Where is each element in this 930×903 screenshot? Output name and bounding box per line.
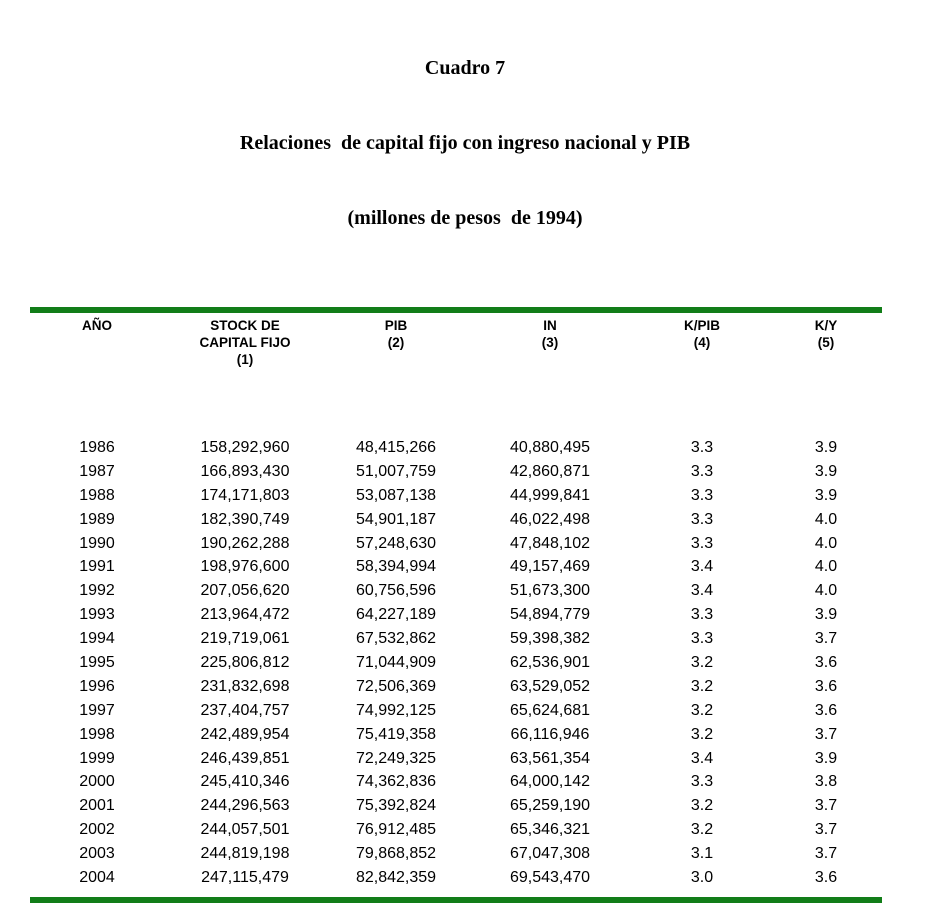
table-row — [30, 866, 882, 890]
column-header-line: (3) — [541, 335, 559, 350]
table-cell-stock: 174,171,803 — [200, 486, 290, 504]
table-cell-k_y: 3.6 — [814, 677, 838, 695]
column-header-line: STOCK DE — [210, 318, 280, 333]
column-header-line: AÑO — [82, 318, 112, 333]
table-cell-in: 51,673,300 — [509, 582, 591, 600]
table-cell-stock: 244,296,563 — [200, 797, 290, 815]
table-cell-pib: 82,842,359 — [355, 869, 437, 887]
table-row — [30, 579, 882, 603]
table-cell-k_y: 3.9 — [814, 486, 838, 504]
table-cell-ano: 1999 — [79, 749, 115, 767]
table-cell-in: 47,848,102 — [509, 534, 591, 552]
table-cell-k_pib: 3.4 — [690, 749, 714, 767]
table-cell-stock: 182,390,749 — [200, 510, 290, 528]
caption-line-2: Relaciones de capital fijo con ingreso nacional y PIB — [239, 132, 691, 154]
table-header-row — [30, 313, 882, 368]
table-row — [30, 842, 882, 866]
table-cell-in: 64,000,142 — [509, 773, 591, 791]
table-cell-in: 65,346,321 — [509, 821, 591, 839]
table-cell-stock: 166,893,430 — [200, 462, 290, 480]
caption-line-3: (millones de pesos de 1994) — [347, 207, 583, 229]
table-cell-k_y: 3.7 — [814, 725, 838, 743]
table-row — [30, 508, 882, 532]
table-cell-ano: 1993 — [79, 606, 115, 624]
table-row — [30, 555, 882, 579]
table-cell-k_pib: 3.1 — [690, 845, 714, 863]
table-row — [30, 675, 882, 699]
table-cell-ano: 1992 — [79, 582, 115, 600]
table-cell-k_pib: 3.2 — [690, 821, 714, 839]
header-body-gap — [30, 368, 882, 436]
table-cell-pib: 74,992,125 — [355, 701, 437, 719]
table-cell-k_pib: 3.3 — [690, 439, 714, 456]
table-cell-k_y: 3.7 — [814, 845, 838, 863]
table-cell-ano: 2003 — [79, 845, 115, 863]
table-row — [30, 770, 882, 794]
table-cell-pib: 72,506,369 — [355, 677, 437, 695]
table-cell-k_y: 3.9 — [814, 749, 838, 767]
table-cell-in: 40,880,495 — [509, 439, 591, 456]
table-cell-pib: 74,362,836 — [355, 773, 437, 791]
table-cell-in: 65,624,681 — [509, 701, 591, 719]
table-cell-ano: 1996 — [79, 677, 115, 695]
table-cell-stock: 245,410,346 — [200, 773, 290, 791]
table-cell-stock: 207,056,620 — [200, 582, 290, 600]
table-cell-in: 69,543,470 — [509, 869, 591, 887]
table-row — [30, 794, 882, 818]
table-cell-pib: 76,912,485 — [355, 821, 437, 839]
column-header-line: (2) — [387, 335, 405, 350]
table-cell-stock: 225,806,812 — [200, 654, 290, 672]
table-cell-ano: 1994 — [79, 630, 115, 648]
column-header-k_pib — [634, 317, 770, 368]
table-cell-k_y: 3.7 — [814, 821, 838, 839]
table-cell-ano: 1989 — [79, 510, 115, 528]
table-cell-pib: 79,868,852 — [355, 845, 437, 863]
table-cell-ano: 1997 — [79, 701, 115, 719]
table-row — [30, 460, 882, 484]
table-cell-pib: 71,044,909 — [355, 654, 437, 672]
table-row — [30, 532, 882, 556]
table-cell-in: 62,536,901 — [509, 654, 591, 672]
table-cell-in: 63,529,052 — [509, 677, 591, 695]
column-header-line: (5) — [817, 335, 835, 350]
table-cell-ano: 2001 — [79, 797, 115, 815]
table-cell-k_pib: 3.3 — [690, 486, 714, 504]
table-cell-stock: 247,115,479 — [201, 869, 289, 887]
table-cell-k_y: 4.0 — [814, 510, 838, 528]
table-body — [30, 436, 882, 890]
data-table — [30, 307, 882, 903]
column-header-line: PIB — [384, 318, 408, 333]
table-row — [30, 747, 882, 771]
table-cell-k_pib: 3.4 — [690, 582, 714, 600]
table-cell-k_pib: 3.3 — [690, 606, 714, 624]
table-cell-k_y: 4.0 — [814, 558, 838, 576]
table-cell-k_y: 3.9 — [814, 606, 838, 624]
table-cell-stock: 237,404,757 — [200, 701, 290, 719]
table-cell-ano: 2000 — [79, 773, 115, 791]
column-header-pib — [326, 317, 466, 368]
column-header-line: (4) — [693, 335, 711, 350]
table-cell-k_y: 3.7 — [814, 797, 838, 815]
column-header-ano — [30, 317, 164, 368]
column-header-line: (1) — [236, 352, 254, 367]
table-cell-pib: 54,901,187 — [355, 510, 437, 528]
table-cell-ano: 1988 — [79, 486, 115, 504]
table-cell-k_pib: 3.0 — [690, 869, 714, 887]
table-cell-pib: 75,392,824 — [355, 797, 437, 815]
table-row — [30, 723, 882, 747]
column-header-line: CAPITAL FIJO — [199, 335, 291, 350]
table-row — [30, 436, 882, 460]
table-cell-pib: 51,007,759 — [355, 462, 437, 480]
table-cell-in: 66,116,946 — [510, 725, 590, 743]
table-cell-k_pib: 3.2 — [690, 701, 714, 719]
table-row — [30, 484, 882, 508]
table-cell-k_y: 3.8 — [814, 773, 838, 791]
table-cell-k_y: 4.0 — [814, 582, 838, 600]
table-cell-ano: 2002 — [79, 821, 115, 839]
table-cell-stock: 244,057,501 — [200, 821, 290, 839]
table-cell-k_y: 4.0 — [814, 534, 838, 552]
column-header-line: K/Y — [814, 318, 838, 333]
column-header-line: IN — [543, 318, 557, 333]
table-cell-k_y: 3.6 — [814, 654, 838, 672]
table-cell-pib: 57,248,630 — [355, 534, 437, 552]
column-header-stock — [164, 317, 326, 368]
table-bottom-rule — [30, 897, 882, 903]
table-cell-stock: 231,832,698 — [200, 677, 290, 695]
table-row — [30, 818, 882, 842]
table-cell-ano: 1995 — [79, 654, 115, 672]
table-cell-stock: 244,819,198 — [200, 845, 290, 863]
table-row — [30, 603, 882, 627]
table-cell-stock: 246,439,851 — [200, 749, 290, 767]
caption-line-1: Cuadro 7 — [424, 57, 506, 79]
table-cell-k_y: 3.6 — [814, 869, 838, 887]
table-cell-in: 63,561,354 — [509, 749, 591, 767]
table-cell-k_y: 3.9 — [814, 439, 838, 456]
table-cell-k_y: 3.7 — [814, 630, 838, 648]
table-cell-stock: 158,292,960 — [200, 439, 290, 456]
table-cell-ano: 2004 — [79, 869, 115, 887]
table-cell-in: 49,157,469 — [509, 558, 591, 576]
table-cell-in: 59,398,382 — [509, 630, 591, 648]
column-header-in — [466, 317, 634, 368]
table-cell-ano: 1987 — [79, 462, 115, 480]
table-cell-pib: 48,415,266 — [355, 439, 437, 456]
table-row — [30, 699, 882, 723]
table-cell-pib: 53,087,138 — [355, 486, 437, 504]
table-row — [30, 651, 882, 675]
table-cell-in: 44,999,841 — [509, 486, 591, 504]
table-cell-k_pib: 3.3 — [690, 630, 714, 648]
table-cell-stock: 190,262,288 — [200, 534, 290, 552]
table-cell-k_pib: 3.3 — [690, 462, 714, 480]
table-caption — [0, 0, 930, 281]
table-cell-in: 46,022,498 — [509, 510, 591, 528]
table-cell-k_pib: 3.2 — [690, 677, 714, 695]
table-cell-in: 65,259,190 — [509, 797, 591, 815]
table-cell-pib: 75,419,358 — [355, 725, 437, 743]
table-cell-k_pib: 3.2 — [690, 725, 714, 743]
table-cell-ano: 1986 — [79, 439, 115, 456]
table-cell-in: 54,894,779 — [509, 606, 591, 624]
table-cell-ano: 1991 — [79, 558, 115, 576]
table-cell-k_y: 3.6 — [814, 701, 838, 719]
table-cell-k_pib: 3.3 — [690, 773, 714, 791]
table-cell-pib: 58,394,994 — [355, 558, 437, 576]
table-cell-stock: 198,976,600 — [200, 558, 290, 576]
table-cell-stock: 213,964,472 — [200, 606, 290, 624]
table-cell-ano: 1998 — [79, 725, 115, 743]
table-cell-k_pib: 3.3 — [690, 534, 714, 552]
table-cell-ano: 1990 — [79, 534, 115, 552]
table-cell-k_pib: 3.3 — [690, 510, 714, 528]
table-cell-k_y: 3.9 — [814, 462, 838, 480]
column-header-k_y — [770, 317, 882, 368]
table-cell-stock: 219,719,061 — [200, 630, 290, 648]
table-cell-stock: 242,489,954 — [200, 725, 290, 743]
table-cell-k_pib: 3.4 — [690, 558, 714, 576]
table-row — [30, 627, 882, 651]
table-cell-pib: 72,249,325 — [355, 749, 437, 767]
table-cell-k_pib: 3.2 — [690, 797, 714, 815]
table-cell-pib: 67,532,862 — [355, 630, 437, 648]
table-cell-pib: 60,756,596 — [355, 582, 437, 600]
table-cell-in: 67,047,308 — [509, 845, 591, 863]
column-header-line: K/PIB — [683, 318, 720, 333]
table-cell-in: 42,860,871 — [509, 462, 591, 480]
table-cell-pib: 64,227,189 — [355, 606, 437, 624]
table-cell-k_pib: 3.2 — [690, 654, 714, 672]
